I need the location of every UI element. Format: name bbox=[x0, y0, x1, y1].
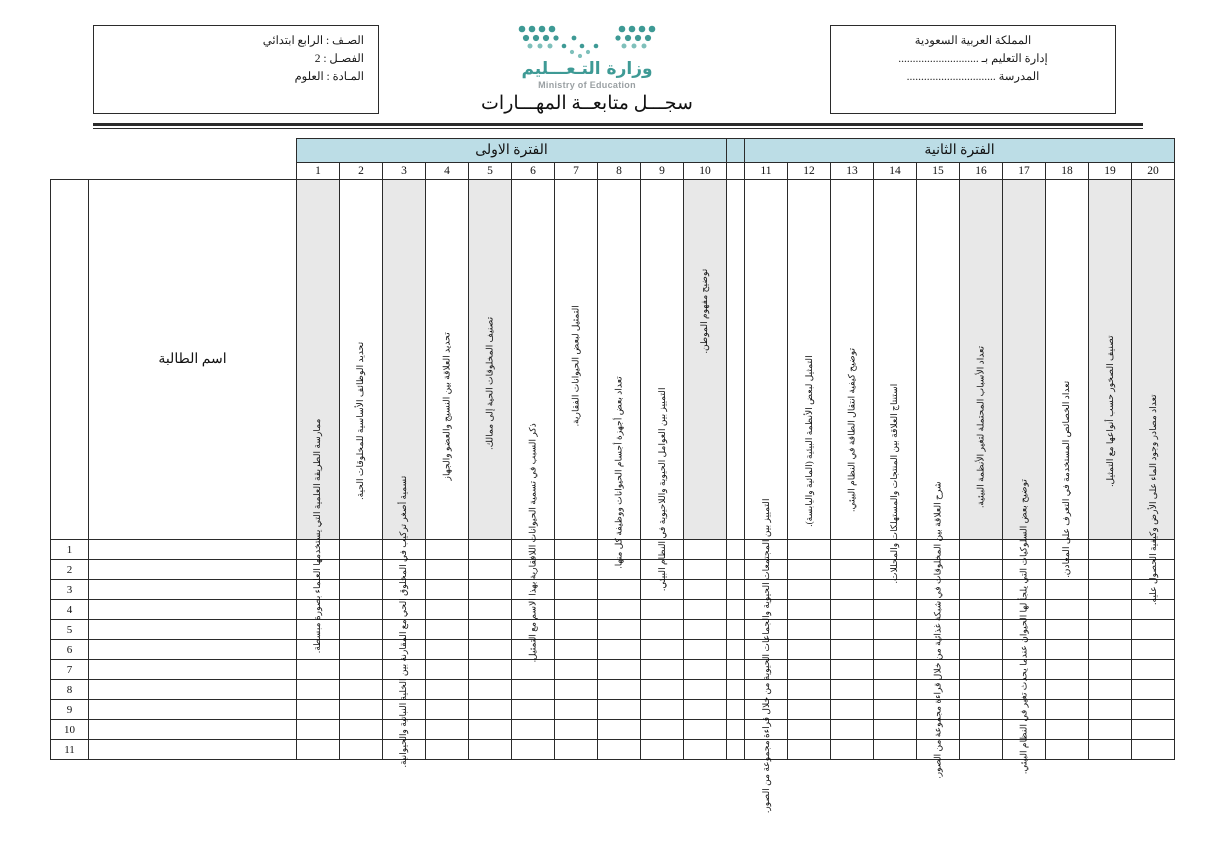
period-gap-cell bbox=[727, 580, 745, 600]
mark-cell[interactable] bbox=[684, 640, 727, 660]
skill-text-12: التمثيل لبعض الأنظمة البيئية (المائية واليابسة). bbox=[803, 355, 814, 527]
mark-cell[interactable] bbox=[426, 720, 469, 740]
skill-cell-19 bbox=[1089, 180, 1132, 540]
skill-text-4: تحديد العلاقة بين النسيج والعضو والجهاز bbox=[441, 332, 452, 481]
skill-cell-20 bbox=[1132, 180, 1175, 605]
student-name-cell[interactable] bbox=[89, 540, 297, 560]
mark-cell[interactable] bbox=[831, 680, 874, 700]
grade-line: الصـف : الرابع ابتدائي bbox=[262, 35, 364, 47]
skill-number-1: 1 bbox=[297, 163, 340, 180]
kingdom-line: المملكة العربية السعودية bbox=[914, 35, 1032, 47]
ministry-of-education-logo-icon bbox=[437, 24, 737, 58]
mark-cell[interactable] bbox=[340, 660, 383, 680]
mark-cell[interactable] bbox=[788, 680, 831, 700]
mark-cell[interactable] bbox=[426, 740, 469, 760]
skill-number-15: 15 bbox=[917, 163, 960, 180]
mark-cell[interactable] bbox=[469, 580, 512, 600]
mark-cell[interactable] bbox=[960, 680, 1003, 700]
row-index-cell: 7 bbox=[51, 660, 89, 680]
skill-number-19: 19 bbox=[1089, 163, 1132, 180]
period-gap-skill bbox=[727, 180, 745, 540]
mark-cell[interactable] bbox=[297, 660, 340, 680]
mark-cell[interactable] bbox=[831, 660, 874, 680]
ministry-name-english: Ministry of Education bbox=[538, 79, 636, 90]
mark-cell[interactable] bbox=[1132, 720, 1175, 740]
skills-table bbox=[50, 138, 1175, 813]
school-info-box bbox=[830, 25, 1116, 114]
mark-cell[interactable] bbox=[788, 540, 831, 560]
mark-cell[interactable] bbox=[512, 680, 555, 700]
skill-number-17: 17 bbox=[1003, 163, 1046, 180]
mark-cell[interactable] bbox=[1089, 640, 1132, 660]
mark-cell[interactable] bbox=[831, 740, 874, 760]
mark-cell[interactable] bbox=[641, 620, 684, 640]
period-gap-header bbox=[727, 139, 745, 163]
mark-cell[interactable] bbox=[788, 720, 831, 740]
student-rows bbox=[51, 540, 1175, 760]
skill-number-11: 11 bbox=[745, 163, 788, 180]
table-row bbox=[51, 560, 1175, 580]
mark-cell[interactable] bbox=[1046, 740, 1089, 760]
period-gap-cell bbox=[727, 660, 745, 680]
mark-cell[interactable] bbox=[1089, 700, 1132, 720]
mark-cell[interactable] bbox=[598, 740, 641, 760]
mark-cell[interactable] bbox=[831, 560, 874, 580]
skill-number-9: 9 bbox=[641, 163, 684, 180]
mark-cell[interactable] bbox=[469, 740, 512, 760]
mark-cell[interactable] bbox=[1046, 720, 1089, 740]
mark-cell[interactable] bbox=[1046, 640, 1089, 660]
mark-cell[interactable] bbox=[340, 720, 383, 740]
mark-cell[interactable] bbox=[684, 580, 727, 600]
mark-cell[interactable] bbox=[426, 680, 469, 700]
skill-text-17: توضيح بعض السلوكيات التي يلجأ لها الحيوان عندما يحدث تغير في النظام البيئي. bbox=[1018, 479, 1029, 775]
ministry-name-arabic: وزارة التـعـــليم bbox=[521, 59, 653, 79]
skill-cell-6 bbox=[512, 180, 555, 663]
mark-cell[interactable] bbox=[297, 680, 340, 700]
skill-cell-16 bbox=[960, 180, 1003, 540]
mark-cell[interactable] bbox=[1046, 660, 1089, 680]
skill-description-row bbox=[51, 180, 1175, 540]
skill-cell-5 bbox=[469, 180, 512, 540]
skill-text-14: استنتاج العلاقة بين المنتجات والمستهلكات والمحللات. bbox=[889, 383, 900, 584]
mark-cell[interactable] bbox=[340, 540, 383, 560]
mark-cell[interactable] bbox=[340, 680, 383, 700]
table-row bbox=[51, 660, 1175, 680]
skill-number-13: 13 bbox=[831, 163, 874, 180]
skill-number-row bbox=[51, 163, 1175, 180]
mark-cell[interactable] bbox=[684, 660, 727, 680]
education-admin-line: إدارة التعليم بـ ............................ bbox=[898, 52, 1048, 65]
period-gap-cell bbox=[727, 620, 745, 640]
page-title: سجـــل متابعــة المهـــارات bbox=[481, 92, 693, 114]
mark-cell[interactable] bbox=[960, 540, 1003, 560]
skill-cell-12 bbox=[788, 180, 831, 540]
table-row bbox=[51, 720, 1175, 740]
period-gap-cell bbox=[727, 700, 745, 720]
period-header-row bbox=[51, 139, 1175, 163]
mark-cell[interactable] bbox=[1132, 700, 1175, 720]
mark-cell[interactable] bbox=[512, 660, 555, 680]
skill-text-3: تسمية أصغر تركيب في المخلوق الحي مع المقارنة بين الخلية النباتية والحيوانية. bbox=[398, 475, 409, 768]
index-number-spacer bbox=[51, 163, 89, 180]
mark-cell[interactable] bbox=[1089, 660, 1132, 680]
skill-text-20: تعداد مصادر وجود الماء على الأرض وكيفية الحصول عليه. bbox=[1147, 394, 1158, 605]
mark-cell[interactable] bbox=[555, 700, 598, 720]
mark-cell[interactable] bbox=[512, 700, 555, 720]
header-divider bbox=[93, 123, 1143, 129]
mark-cell[interactable] bbox=[297, 740, 340, 760]
mark-cell[interactable] bbox=[512, 740, 555, 760]
class-info-box bbox=[93, 25, 379, 114]
skill-cell-11 bbox=[745, 180, 788, 813]
skill-text-10: توضيح مفهوم الموطن. bbox=[699, 268, 710, 354]
row-index-cell: 2 bbox=[51, 560, 89, 580]
table-row bbox=[51, 620, 1175, 640]
skill-text-9: التمييز بين العوامل الحيوية واللاحيوية في النظام البيئي. bbox=[656, 387, 667, 591]
name-number-spacer bbox=[89, 163, 297, 180]
row-index-cell: 8 bbox=[51, 680, 89, 700]
mark-cell[interactable] bbox=[598, 680, 641, 700]
mark-cell[interactable] bbox=[555, 560, 598, 580]
mark-cell[interactable] bbox=[788, 740, 831, 760]
student-name-cell[interactable] bbox=[89, 700, 297, 720]
row-index-cell: 9 bbox=[51, 700, 89, 720]
mark-cell[interactable] bbox=[831, 720, 874, 740]
skill-number-18: 18 bbox=[1046, 163, 1089, 180]
skill-number-12: 12 bbox=[788, 163, 831, 180]
skill-number-2: 2 bbox=[340, 163, 383, 180]
table-row bbox=[51, 600, 1175, 620]
row-index-cell: 5 bbox=[51, 620, 89, 640]
student-name-cell[interactable] bbox=[89, 680, 297, 700]
mark-cell[interactable] bbox=[831, 540, 874, 560]
student-name-cell[interactable] bbox=[89, 740, 297, 760]
mark-cell[interactable] bbox=[960, 620, 1003, 640]
mark-cell[interactable] bbox=[469, 540, 512, 560]
mark-cell[interactable] bbox=[874, 680, 917, 700]
mark-cell[interactable] bbox=[598, 660, 641, 680]
ministry-branding bbox=[437, 22, 737, 115]
mark-cell[interactable] bbox=[788, 600, 831, 620]
period-gap-cell bbox=[727, 540, 745, 560]
mark-cell[interactable] bbox=[1089, 740, 1132, 760]
mark-cell[interactable] bbox=[641, 680, 684, 700]
mark-cell[interactable] bbox=[1046, 620, 1089, 640]
name-header-spacer bbox=[89, 139, 297, 163]
mark-cell[interactable] bbox=[684, 560, 727, 580]
mark-cell[interactable] bbox=[598, 720, 641, 740]
mark-cell[interactable] bbox=[641, 640, 684, 660]
mark-cell[interactable] bbox=[874, 640, 917, 660]
mark-cell[interactable] bbox=[960, 720, 1003, 740]
skill-cell-1 bbox=[297, 180, 340, 654]
mark-cell[interactable] bbox=[555, 720, 598, 740]
mark-cell[interactable] bbox=[469, 620, 512, 640]
index-header-spacer bbox=[51, 139, 89, 163]
mark-cell[interactable] bbox=[641, 720, 684, 740]
mark-cell[interactable] bbox=[641, 660, 684, 680]
mark-cell[interactable] bbox=[684, 620, 727, 640]
row-index-cell: 4 bbox=[51, 600, 89, 620]
skill-cell-17 bbox=[1003, 180, 1046, 775]
skill-number-8: 8 bbox=[598, 163, 641, 180]
mark-cell[interactable] bbox=[469, 640, 512, 660]
mark-cell[interactable] bbox=[1132, 620, 1175, 640]
mark-cell[interactable] bbox=[598, 600, 641, 620]
skill-cell-15 bbox=[917, 180, 960, 779]
mark-cell[interactable] bbox=[684, 720, 727, 740]
mark-cell[interactable] bbox=[788, 580, 831, 600]
subject-line: المـادة : العلوم bbox=[294, 70, 364, 83]
table-row bbox=[51, 700, 1175, 720]
mark-cell[interactable] bbox=[684, 700, 727, 720]
row-index-cell: 6 bbox=[51, 640, 89, 660]
skills-tracking-table bbox=[50, 138, 1175, 813]
student-name-column-header: اسم الطالبة bbox=[89, 180, 297, 540]
mark-cell[interactable] bbox=[1089, 580, 1132, 600]
skill-text-7: التمثيل لبعض الحيوانات الفقارية. bbox=[570, 305, 581, 427]
skill-cell-4 bbox=[426, 180, 469, 540]
document-header bbox=[0, 22, 1224, 122]
skill-number-20: 20 bbox=[1132, 163, 1175, 180]
skill-number-3: 3 bbox=[383, 163, 426, 180]
mark-cell[interactable] bbox=[469, 720, 512, 740]
row-index-cell: 11 bbox=[51, 740, 89, 760]
mark-cell[interactable] bbox=[340, 580, 383, 600]
mark-cell[interactable] bbox=[426, 580, 469, 600]
mark-cell[interactable] bbox=[555, 600, 598, 620]
mark-cell[interactable] bbox=[684, 680, 727, 700]
section-line: الفصـل : 2 bbox=[314, 52, 364, 65]
mark-cell[interactable] bbox=[831, 620, 874, 640]
mark-cell[interactable] bbox=[1089, 620, 1132, 640]
period-gap-number bbox=[727, 163, 745, 180]
mark-cell[interactable] bbox=[555, 740, 598, 760]
mark-cell[interactable] bbox=[340, 640, 383, 660]
period-gap-cell bbox=[727, 600, 745, 620]
mark-cell[interactable] bbox=[1089, 720, 1132, 740]
mark-cell[interactable] bbox=[788, 700, 831, 720]
skill-number-4: 4 bbox=[426, 163, 469, 180]
mark-cell[interactable] bbox=[340, 620, 383, 640]
mark-cell[interactable] bbox=[1046, 580, 1089, 600]
mark-cell[interactable] bbox=[426, 620, 469, 640]
skill-cell-18 bbox=[1046, 180, 1089, 578]
table-row bbox=[51, 640, 1175, 660]
mark-cell[interactable] bbox=[340, 700, 383, 720]
mark-cell[interactable] bbox=[512, 720, 555, 740]
skill-number-7: 7 bbox=[555, 163, 598, 180]
mark-cell[interactable] bbox=[598, 640, 641, 660]
skill-text-8: تعداد بعض أجهزة أجسام الحيوانات ووظيفة كل منها. bbox=[613, 376, 624, 569]
mark-cell[interactable] bbox=[831, 700, 874, 720]
skill-number-5: 5 bbox=[469, 163, 512, 180]
mark-cell[interactable] bbox=[874, 620, 917, 640]
mark-cell[interactable] bbox=[555, 660, 598, 680]
student-name-cell[interactable] bbox=[89, 660, 297, 680]
period-gap-cell bbox=[727, 640, 745, 660]
student-name-cell[interactable] bbox=[89, 600, 297, 620]
mark-cell[interactable] bbox=[788, 620, 831, 640]
mark-cell[interactable] bbox=[426, 660, 469, 680]
mark-cell[interactable] bbox=[469, 560, 512, 580]
school-line: المدرسة ............................... bbox=[906, 70, 1040, 83]
mark-cell[interactable] bbox=[1089, 560, 1132, 580]
skill-cell-14 bbox=[874, 180, 917, 584]
mark-cell[interactable] bbox=[684, 600, 727, 620]
row-index-cell: 3 bbox=[51, 580, 89, 600]
mark-cell[interactable] bbox=[1089, 680, 1132, 700]
period-gap-cell bbox=[727, 560, 745, 580]
mark-cell[interactable] bbox=[874, 740, 917, 760]
mark-cell[interactable] bbox=[874, 720, 917, 740]
mark-cell[interactable] bbox=[426, 600, 469, 620]
mark-cell[interactable] bbox=[788, 660, 831, 680]
skill-cell-7 bbox=[555, 180, 598, 540]
mark-cell[interactable] bbox=[641, 700, 684, 720]
mark-cell[interactable] bbox=[426, 700, 469, 720]
skill-text-6: ذكر السبب في تسمية الحيوانات اللافقارية بهذا الاسم مع التمثيل. bbox=[527, 423, 538, 663]
mark-cell[interactable] bbox=[1132, 740, 1175, 760]
table-row bbox=[51, 680, 1175, 700]
mark-cell[interactable] bbox=[1046, 700, 1089, 720]
mark-cell[interactable] bbox=[340, 560, 383, 580]
mark-cell[interactable] bbox=[684, 540, 727, 560]
student-name-cell[interactable] bbox=[89, 620, 297, 640]
mark-cell[interactable] bbox=[469, 600, 512, 620]
skill-cell-8 bbox=[598, 180, 641, 569]
student-name-cell[interactable] bbox=[89, 720, 297, 740]
skill-text-19: تصنيف الصخور حسب أنواعها مع التمثيل. bbox=[1104, 335, 1115, 487]
skill-cell-9 bbox=[641, 180, 684, 591]
mark-cell[interactable] bbox=[831, 580, 874, 600]
mark-cell[interactable] bbox=[297, 720, 340, 740]
skill-text-18: تعداد الخصائص المستخدمة في التعرف على المعادن. bbox=[1061, 380, 1072, 578]
period-gap-cell bbox=[727, 740, 745, 760]
student-name-cell[interactable] bbox=[89, 640, 297, 660]
mark-cell[interactable] bbox=[340, 740, 383, 760]
mark-cell[interactable] bbox=[788, 640, 831, 660]
table-row bbox=[51, 580, 1175, 600]
period-gap-cell bbox=[727, 720, 745, 740]
mark-cell[interactable] bbox=[555, 580, 598, 600]
mark-cell[interactable] bbox=[641, 740, 684, 760]
skill-number-6: 6 bbox=[512, 163, 555, 180]
mark-cell[interactable] bbox=[1132, 680, 1175, 700]
mark-cell[interactable] bbox=[960, 580, 1003, 600]
skill-text-11: التمييز بين المجتمعات الحيوية والجماعات الحيوية من خلال قراءة مجموعة من الصور. bbox=[760, 498, 771, 813]
table-row bbox=[51, 540, 1175, 560]
mark-cell[interactable] bbox=[469, 700, 512, 720]
table-row bbox=[51, 740, 1175, 760]
mark-cell[interactable] bbox=[874, 660, 917, 680]
row-index-column-header bbox=[51, 180, 89, 540]
mark-cell[interactable] bbox=[960, 740, 1003, 760]
mark-cell[interactable] bbox=[874, 600, 917, 620]
mark-cell[interactable] bbox=[598, 700, 641, 720]
mark-cell[interactable] bbox=[555, 640, 598, 660]
period-gap-cell bbox=[727, 680, 745, 700]
mark-cell[interactable] bbox=[469, 680, 512, 700]
mark-cell[interactable] bbox=[598, 620, 641, 640]
mark-cell[interactable] bbox=[874, 700, 917, 720]
mark-cell[interactable] bbox=[598, 580, 641, 600]
skill-text-5: تصنيف المخلوقات الحية إلى ممالك. bbox=[484, 316, 495, 450]
skill-number-10: 10 bbox=[684, 163, 727, 180]
skill-text-2: تحديد الوظائف الأساسية للمخلوقات الحية. bbox=[355, 341, 366, 500]
skill-text-15: شرح العلاقة بين المخلوقات في شبكة غذائية من خلال قراءة مجموعة من الصور. bbox=[932, 481, 943, 779]
skill-text-16: تعداد الأسباب المحتملة لتغير الأنظمة البيئية. bbox=[975, 345, 986, 508]
skill-number-14: 14 bbox=[874, 163, 917, 180]
mark-cell[interactable] bbox=[555, 680, 598, 700]
mark-cell[interactable] bbox=[426, 640, 469, 660]
mark-cell[interactable] bbox=[831, 600, 874, 620]
period-header-second: الفترة الثانية bbox=[745, 139, 1175, 163]
mark-cell[interactable] bbox=[1132, 660, 1175, 680]
skill-number-16: 16 bbox=[960, 163, 1003, 180]
mark-cell[interactable] bbox=[1132, 640, 1175, 660]
mark-cell[interactable] bbox=[469, 660, 512, 680]
mark-cell[interactable] bbox=[960, 560, 1003, 580]
student-name-cell[interactable] bbox=[89, 580, 297, 600]
mark-cell[interactable] bbox=[555, 540, 598, 560]
skill-cell-10 bbox=[684, 180, 727, 540]
row-index-cell: 10 bbox=[51, 720, 89, 740]
mark-cell[interactable] bbox=[1046, 680, 1089, 700]
mark-cell[interactable] bbox=[426, 560, 469, 580]
mark-cell[interactable] bbox=[788, 560, 831, 580]
mark-cell[interactable] bbox=[297, 700, 340, 720]
mark-cell[interactable] bbox=[960, 700, 1003, 720]
mark-cell[interactable] bbox=[960, 640, 1003, 660]
skill-text-1: ممارسة الطريقة العلمية التي يستخدمها العلماء بصورة مبسطة. bbox=[312, 418, 323, 654]
mark-cell[interactable] bbox=[1089, 600, 1132, 620]
mark-cell[interactable] bbox=[641, 600, 684, 620]
mark-cell[interactable] bbox=[960, 600, 1003, 620]
skill-cell-2 bbox=[340, 180, 383, 540]
row-index-cell: 1 bbox=[51, 540, 89, 560]
mark-cell[interactable] bbox=[340, 600, 383, 620]
student-name-cell[interactable] bbox=[89, 560, 297, 580]
mark-cell[interactable] bbox=[960, 660, 1003, 680]
mark-cell[interactable] bbox=[831, 640, 874, 660]
skill-text-13: توضيح كيفية انتقال الطاقة في النظام البيئي. bbox=[846, 347, 857, 512]
period-header-first: الفترة الاولى bbox=[297, 139, 727, 163]
mark-cell[interactable] bbox=[1089, 540, 1132, 560]
mark-cell[interactable] bbox=[426, 540, 469, 560]
skill-cell-3 bbox=[383, 180, 426, 768]
mark-cell[interactable] bbox=[1046, 600, 1089, 620]
mark-cell[interactable] bbox=[555, 620, 598, 640]
mark-cell[interactable] bbox=[684, 740, 727, 760]
skill-cell-13 bbox=[831, 180, 874, 540]
